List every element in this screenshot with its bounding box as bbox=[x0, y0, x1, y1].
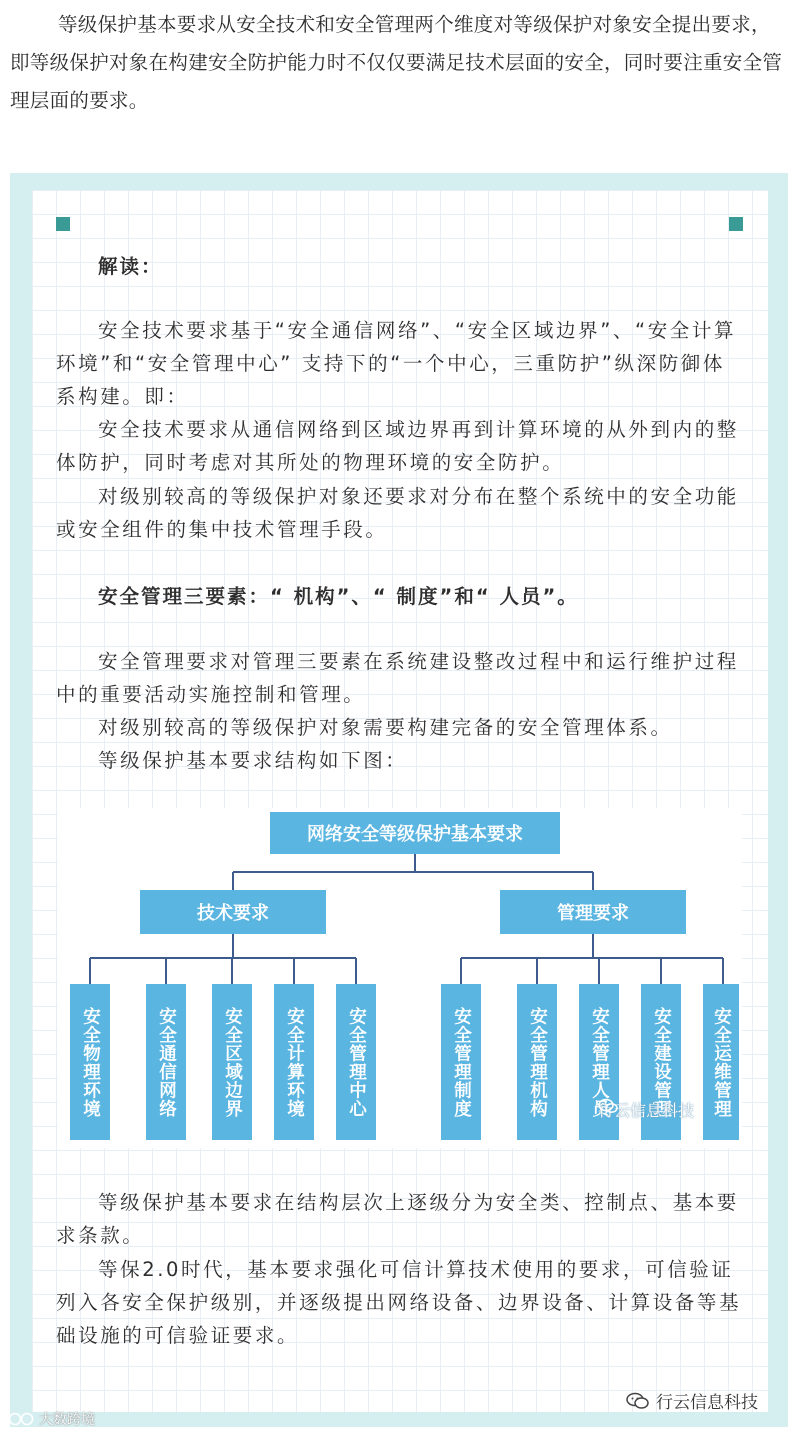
bottom-watermark-text: 行云信息科技 bbox=[656, 1393, 758, 1413]
bottom-watermark bbox=[626, 1388, 758, 1413]
diagram-leaf-area-boundary: 安全区域边界 bbox=[212, 984, 252, 1140]
section1-heading: 解读： bbox=[98, 255, 163, 278]
diagram-leaf-mgmt-policy: 安全管理制度 bbox=[441, 984, 481, 1140]
corner-square-left bbox=[56, 217, 70, 231]
structure-diagram bbox=[58, 808, 742, 1148]
diagram-leaf-mgmt-personnel: 安全管理人员 bbox=[579, 984, 619, 1140]
corner-watermark-text: 大数跨境 bbox=[39, 1412, 95, 1428]
section3-paragraph-2: 等保2.0时代，基本要求强化可信计算技术使用的要求，可信验证列入各安全保护级别，并逐级提出网络设备、边界设备、计算设备等基础设施的可信验证要求。 bbox=[56, 1258, 742, 1347]
diagram-leaf-compute-env: 安全计算环境 bbox=[274, 984, 314, 1140]
diagram-leaf-mgmt-center: 安全管理中心 bbox=[336, 984, 376, 1140]
diagram-leaf-construction-mgmt: 安全建设管理 bbox=[641, 984, 681, 1140]
section2-paragraph-3: 等级保护基本要求结构如下图： bbox=[98, 749, 408, 772]
section1-paragraph-2: 安全技术要求从通信网络到区域边界再到计算环境的从外到内的整体防护，同时考虑对其所处的物理环境的安全防护。 bbox=[56, 418, 739, 474]
corner-square-right bbox=[729, 217, 743, 231]
section1-paragraph-1: 安全技术要求基于“安全通信网络”、“安全区域边界”、“安全计算环境”和“安全管理中心” 支持下的“一个中心，三重防护”纵深防御体系构建。即： bbox=[56, 319, 737, 408]
section3-paragraph-1: 等级保护基本要求在结构层次上逐级分为安全类、控制点、基本要求条款。 bbox=[56, 1191, 739, 1247]
section2-paragraph-1: 安全管理要求对管理三要素在系统建设整改过程中和运行维护过程中的重要活动实施控制和管理。 bbox=[56, 650, 739, 706]
diagram-leaf-ops-mgmt: 安全运维管理 bbox=[703, 984, 739, 1140]
section2-heading: 安全管理三要素：“ 机构”、“ 制度”和“ 人员”。 bbox=[98, 585, 579, 608]
section2-paragraph-2: 对级别较高的等级保护对象需要构建完备的安全管理体系。 bbox=[98, 716, 673, 739]
diagram-leaf-comm-network: 安全通信网络 bbox=[146, 984, 186, 1140]
corner-watermark bbox=[8, 1409, 95, 1429]
intro-paragraph: 等级保护基本要求从安全技术和安全管理两个维度对等级保护对象安全提出要求，即等级保护对象在构建安全防护能力时不仅仅要满足技术层面的安全，同时要注重安全管理层面的要求。 bbox=[10, 13, 783, 112]
diagram-watermark-text: 行云信息科技 bbox=[598, 1101, 695, 1120]
diagram-watermark bbox=[598, 1098, 694, 1121]
diagram-mgmt-node: 管理要求 bbox=[500, 890, 686, 934]
diagram-leaf-mgmt-org: 安全管理机构 bbox=[517, 984, 557, 1140]
diagram-tech-node: 技术要求 bbox=[140, 890, 326, 934]
brand-logo-icon bbox=[8, 1411, 36, 1427]
wechat-icon bbox=[626, 1392, 650, 1410]
diagram-leaf-physical-env: 安全物理环境 bbox=[70, 984, 110, 1140]
wechat-icon bbox=[598, 1098, 618, 1114]
section1-paragraph-3: 对级别较高的等级保护对象还要求对分布在整个系统中的安全功能或安全组件的集中技术管理手段。 bbox=[56, 485, 739, 541]
diagram-root-node: 网络安全等级保护基本要求 bbox=[270, 812, 560, 854]
